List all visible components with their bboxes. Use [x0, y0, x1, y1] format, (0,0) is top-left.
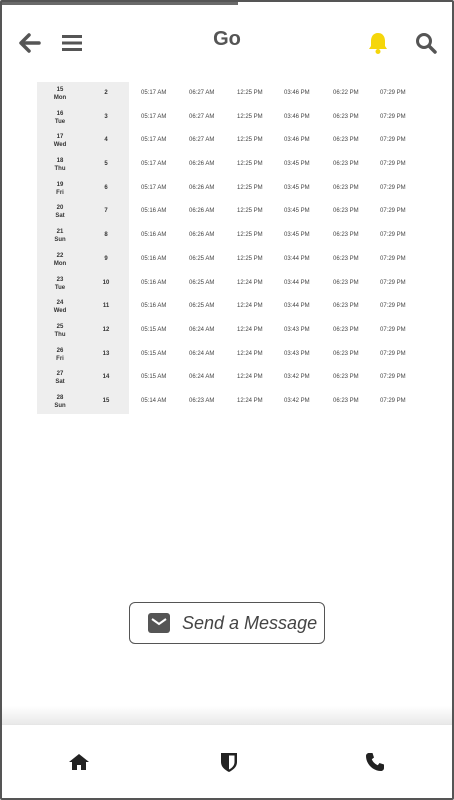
prayer-time-cell: 06:23 PM	[333, 350, 359, 357]
prayer-time-cell: 07:29 PM	[380, 137, 406, 144]
prayer-time-cell: 06:25 AM	[189, 255, 215, 262]
hijri-date-cell: 8	[83, 224, 129, 248]
prayer-time-cell: 12:25 PM	[237, 255, 263, 262]
date-number: 22	[56, 252, 64, 259]
search-button[interactable]	[406, 20, 446, 66]
prayer-time-cell: 06:23 PM	[333, 232, 359, 239]
prayer-time-cell: 06:23 PM	[333, 279, 359, 286]
hijri-date-cell: 5	[83, 153, 129, 177]
prayer-time-cell: 03:42 PM	[284, 397, 310, 404]
date-weekday: Tue	[54, 118, 66, 125]
prayer-time-cell: 03:45 PM	[284, 161, 310, 168]
prayer-time-cell: 06:27 AM	[189, 90, 215, 96]
prayer-time-cell: 03:46 PM	[284, 137, 310, 144]
table-row	[37, 248, 417, 272]
top-accent-bar	[2, 2, 238, 5]
prayer-time-cell: 06:25 AM	[189, 303, 215, 310]
date-weekday: Mon	[53, 260, 67, 267]
table-row	[37, 177, 417, 201]
date-number: 28	[56, 394, 64, 401]
prayer-time-cell: 06:23 PM	[333, 184, 359, 191]
hijri-date-cell: 6	[83, 177, 129, 201]
date-number: 16	[56, 110, 64, 117]
prayer-time-cell: 07:29 PM	[380, 279, 406, 286]
prayer-time-cell: 07:29 PM	[380, 161, 406, 168]
prayer-time-cell: 06:27 AM	[189, 137, 215, 144]
prayer-time-cell: 03:45 PM	[284, 184, 310, 191]
bottom-nav	[2, 724, 452, 799]
date-weekday: Wed	[53, 142, 67, 149]
prayer-time-cell: 06:26 AM	[189, 232, 215, 239]
prayer-time-cell: 12:25 PM	[237, 208, 263, 215]
hijri-date-cell: 15	[83, 390, 129, 414]
prayer-time-cell: 12:24 PM	[237, 397, 263, 404]
prayer-time-cell: 05:15 AM	[141, 374, 167, 381]
prayer-time-cell: 05:15 AM	[141, 326, 167, 333]
prayer-time-cell: 06:23 PM	[333, 303, 359, 310]
table-row	[37, 129, 417, 153]
date-weekday: Sun	[54, 237, 66, 244]
date-number: 18	[56, 158, 64, 165]
prayer-time-cell: 06:23 PM	[333, 255, 359, 262]
date-weekday: Sun	[54, 402, 66, 409]
date-number: 26	[56, 347, 64, 354]
prayer-time-cell: 03:42 PM	[284, 374, 310, 381]
prayer-time-cell: 12:25 PM	[237, 113, 263, 120]
prayer-time-cell: 07:29 PM	[380, 232, 406, 239]
prayer-time-cell: 05:15 AM	[141, 350, 167, 357]
prayer-time-cell: 03:44 PM	[284, 255, 310, 262]
send-message-label: Send a Message	[182, 612, 318, 633]
prayer-time-cell: 06:23 PM	[333, 208, 359, 215]
date-cell	[37, 248, 83, 272]
prayer-time-cell: 05:17 AM	[141, 113, 167, 120]
hijri-date-cell: 14	[83, 366, 129, 390]
date-weekday: Thu	[54, 331, 66, 338]
envelope-icon	[148, 613, 170, 633]
prayer-time-cell: 12:24 PM	[237, 350, 263, 357]
date-cell	[37, 390, 83, 414]
prayer-time-cell: 12:25 PM	[237, 137, 263, 144]
prayer-time-cell: 06:26 AM	[189, 161, 215, 168]
prayer-time-cell: 07:29 PM	[380, 113, 406, 120]
hijri-date-cell: 7	[83, 200, 129, 224]
prayer-time-cell: 06:23 AM	[189, 397, 215, 404]
prayer-time-cell: 06:25 AM	[189, 279, 215, 286]
hijri-date-cell: 9	[83, 248, 129, 272]
table-row	[37, 272, 417, 296]
prayer-time-cell: 05:16 AM	[141, 232, 167, 239]
date-weekday: Wed	[53, 308, 67, 315]
app-header	[2, 20, 452, 66]
prayer-time-cell: 07:29 PM	[380, 397, 406, 404]
home-icon	[68, 753, 90, 771]
date-cell	[37, 129, 83, 153]
prayer-time-cell: 06:23 PM	[333, 397, 359, 404]
nav-home[interactable]	[64, 749, 94, 775]
date-weekday: Sat	[55, 213, 65, 220]
hijri-date-cell: 2	[83, 82, 129, 106]
hijri-date-cell: 3	[83, 106, 129, 130]
prayer-time-cell: 06:27 AM	[189, 113, 215, 120]
search-icon	[415, 32, 437, 54]
page-title: Go	[213, 28, 241, 50]
prayer-time-cell: 06:23 PM	[333, 374, 359, 381]
table-row	[37, 200, 417, 224]
date-number: 19	[56, 181, 64, 188]
prayer-time-cell: 03:43 PM	[284, 326, 310, 333]
prayer-time-cell: 06:24 AM	[189, 350, 215, 357]
prayer-time-cell: 12:24 PM	[237, 303, 263, 310]
bell-icon	[367, 31, 389, 55]
prayer-time-cell: 12:25 PM	[237, 232, 263, 239]
prayer-time-cell: 06:22 PM	[333, 90, 359, 96]
prayer-time-cell: 06:26 AM	[189, 208, 215, 215]
prayer-time-cell: 06:24 AM	[189, 374, 215, 381]
table-row	[37, 343, 417, 367]
bottom-nav-shadow	[2, 706, 452, 726]
date-cell	[37, 343, 83, 367]
date-cell	[37, 177, 83, 201]
prayer-time-cell: 05:17 AM	[141, 137, 167, 144]
table-row	[37, 366, 417, 390]
prayer-time-cell: 03:46 PM	[284, 113, 310, 120]
date-cell	[37, 153, 83, 177]
prayer-time-cell: 07:29 PM	[380, 303, 406, 310]
prayer-time-cell: 12:25 PM	[237, 90, 263, 96]
prayer-time-cell: 03:44 PM	[284, 279, 310, 286]
hijri-date-cell: 10	[83, 272, 129, 296]
date-weekday: Fri	[56, 189, 64, 196]
date-cell	[37, 366, 83, 390]
prayer-time-cell: 05:16 AM	[141, 255, 167, 262]
table-row	[37, 224, 417, 248]
table-row	[37, 319, 417, 343]
date-cell	[37, 295, 83, 319]
date-cell	[37, 319, 83, 343]
prayer-time-cell: 12:24 PM	[237, 374, 263, 381]
prayer-time-cell: 06:23 PM	[333, 113, 359, 120]
prayer-time-cell: 06:26 AM	[189, 184, 215, 191]
table-row	[37, 106, 417, 130]
date-weekday: Tue	[54, 284, 66, 291]
prayer-time-cell: 07:29 PM	[380, 326, 406, 333]
hijri-date-cell: 13	[83, 343, 129, 367]
prayer-time-cell: 07:29 PM	[380, 208, 406, 215]
prayer-time-cell: 05:14 AM	[141, 397, 167, 404]
prayer-time-cell: 12:24 PM	[237, 326, 263, 333]
date-number: 25	[56, 323, 64, 330]
phone-icon	[365, 752, 385, 772]
prayer-time-cell: 07:29 PM	[380, 90, 406, 96]
date-weekday: Sat	[55, 379, 65, 386]
date-cell	[37, 106, 83, 130]
date-number: 24	[56, 300, 64, 307]
date-number: 21	[56, 229, 64, 236]
date-number: 20	[56, 205, 64, 212]
table-row	[37, 82, 417, 106]
prayer-time-cell: 03:43 PM	[284, 350, 310, 357]
prayer-time-cell: 07:29 PM	[380, 255, 406, 262]
hijri-date-cell: 12	[83, 319, 129, 343]
nav-phone[interactable]	[360, 749, 390, 775]
hijri-date-cell: 4	[83, 129, 129, 153]
date-weekday: Mon	[53, 95, 67, 101]
prayer-time-cell: 07:29 PM	[380, 374, 406, 381]
notifications-button[interactable]	[358, 20, 398, 66]
prayer-time-cell: 06:24 AM	[189, 326, 215, 333]
prayer-time-cell: 03:44 PM	[284, 303, 310, 310]
prayer-time-cell: 06:23 PM	[333, 137, 359, 144]
prayer-time-cell: 03:45 PM	[284, 232, 310, 239]
prayer-time-cell: 05:17 AM	[141, 90, 167, 96]
prayer-time-cell: 07:29 PM	[380, 350, 406, 357]
prayer-times-table	[37, 82, 417, 414]
prayer-time-cell: 03:46 PM	[284, 90, 310, 96]
prayer-time-cell: 05:17 AM	[141, 161, 167, 168]
prayer-time-cell: 05:17 AM	[141, 184, 167, 191]
date-number: 27	[56, 371, 64, 378]
date-cell	[37, 200, 83, 224]
table-row	[37, 390, 417, 414]
date-cell	[37, 224, 83, 248]
prayer-time-cell: 06:23 PM	[333, 161, 359, 168]
date-cell	[37, 82, 83, 106]
date-weekday: Thu	[54, 166, 66, 173]
prayer-time-cell: 05:16 AM	[141, 279, 167, 286]
date-cell	[37, 272, 83, 296]
prayer-time-cell: 12:24 PM	[237, 279, 263, 286]
hijri-date-cell: 11	[83, 295, 129, 319]
nav-shield[interactable]	[214, 749, 244, 775]
date-number: 23	[56, 276, 64, 283]
send-message-button[interactable]	[129, 602, 325, 644]
prayer-time-cell: 05:16 AM	[141, 208, 167, 215]
prayer-time-cell: 12:25 PM	[237, 161, 263, 168]
date-number: 15	[56, 87, 64, 93]
date-number: 17	[56, 134, 64, 141]
prayer-time-cell: 12:25 PM	[237, 184, 263, 191]
prayer-time-cell: 07:29 PM	[380, 184, 406, 191]
prayer-time-cell: 05:16 AM	[141, 303, 167, 310]
shield-icon	[220, 751, 238, 773]
prayer-time-cell: 03:45 PM	[284, 208, 310, 215]
table-row	[37, 295, 417, 319]
table-row	[37, 153, 417, 177]
prayer-time-cell: 06:23 PM	[333, 326, 359, 333]
date-weekday: Fri	[56, 355, 64, 362]
